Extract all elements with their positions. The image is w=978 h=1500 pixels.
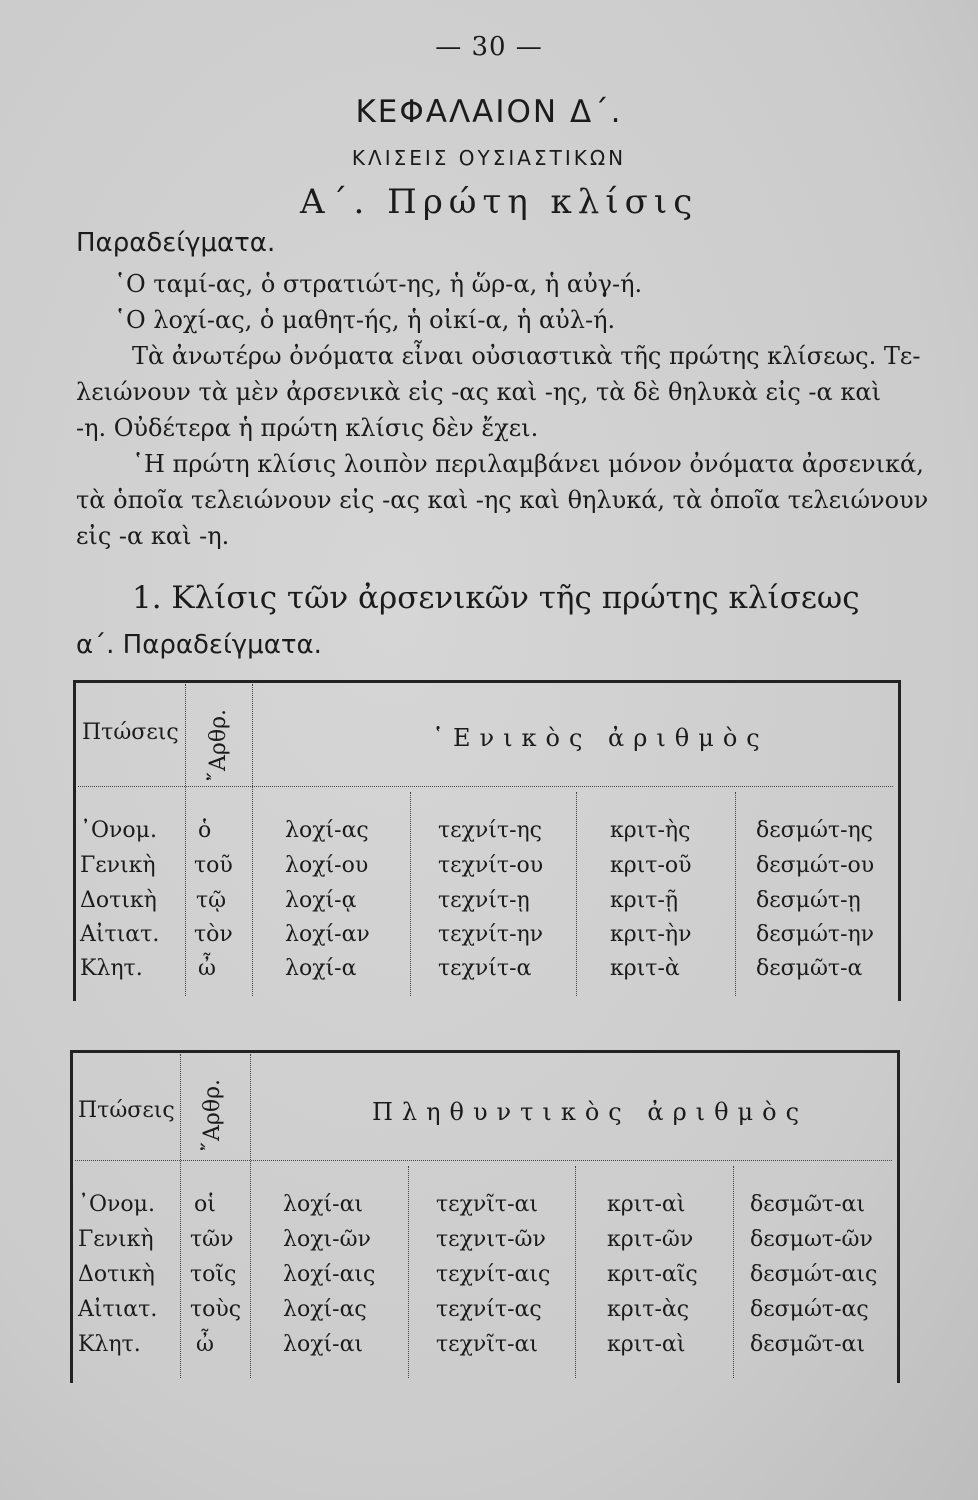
form-lochias: λοχί-ου — [285, 853, 369, 878]
article: οἱ — [194, 1192, 216, 1217]
form-technites: τεχνιτ-ῶν — [436, 1227, 546, 1252]
form-krites: κριτ-ὰ — [610, 956, 680, 981]
form-desmotes: δεσμώτ-ου — [756, 853, 875, 878]
text-line: εἰς -α καὶ -η. — [76, 522, 230, 550]
subsection-title: 1. Κλίσις τῶν ἀρσενικῶν τῆς πρώτης κλίσεως — [132, 580, 860, 616]
form-technites: τεχνίτ-ῃ — [438, 888, 530, 913]
text-line: ῾Ο ταμί-ας, ὁ στρατιώτ-ης, ἡ ὥρ-α, ἡ αὐγ-ή. — [114, 270, 643, 298]
form-desmotes: δεσμῶτ-αι — [750, 1332, 865, 1357]
article: τῷ — [196, 888, 227, 913]
chapter-title: ΚΕΦΑΛΑΙΟΝ Δ΄. — [355, 94, 623, 130]
case-name: Γενικὴ — [78, 1227, 154, 1252]
form-desmotes: δεσμῶτ-α — [756, 956, 863, 981]
text-line: -η. Οὐδέτερα ἡ πρώτη κλίσις δὲν ἔχει. — [76, 414, 539, 442]
form-krites: κριτ-ὴν — [610, 922, 692, 947]
form-technites: τεχνίτ-ου — [438, 853, 544, 878]
article: τοῖς — [190, 1262, 237, 1287]
form-lochias: λοχί-ας — [285, 818, 369, 843]
section-title: Α΄. Πρώτη κλίσις — [300, 182, 699, 222]
table-heading: Πληθυντικὸς ἀριθμὸς — [372, 1098, 809, 1126]
examples-label: Παραδείγματα. — [76, 228, 276, 258]
text-line: ῾Ο λοχί-ας, ὁ μαθητ-ής, ἡ οἰκί-α, ἡ αὐλ-ή. — [114, 306, 616, 334]
form-desmotes: δεσμωτ-ῶν — [750, 1227, 873, 1252]
form-lochias: λοχί-ᾳ — [285, 888, 357, 913]
text-line: Τὰ ἀνωτέρω ὀνόματα εἶναι οὐσιαστικὰ τῆς πρώτης κλίσεως. Τε- — [132, 342, 921, 370]
case-name: Δοτικὴ — [80, 888, 157, 913]
form-krites: κριτ-ῶν — [607, 1227, 694, 1252]
form-lochias: λοχί-ας — [283, 1297, 367, 1322]
form-desmotes: δεσμῶτ-αι — [750, 1192, 865, 1217]
article: τὸν — [194, 922, 233, 947]
form-krites: κριτ-αὶ — [607, 1192, 686, 1217]
form-krites: κριτ-ῇ — [610, 888, 679, 913]
subsection-label: α΄. Παραδείγματα. — [76, 630, 322, 660]
article: τῶν — [190, 1227, 234, 1252]
form-desmotes: δεσμώτ-ας — [750, 1297, 869, 1322]
col-header-article: ῎Αρθρ. — [206, 709, 231, 782]
form-technites: τεχνίτ-ην — [438, 922, 544, 947]
form-technites: τεχνίτ-αις — [436, 1262, 551, 1287]
case-name: Αἰτιατ. — [78, 1297, 158, 1322]
col-header-cases: Πτώσεις — [82, 720, 179, 745]
text-line: τὰ ὁποῖα τελειώνουν εἰς -ας καὶ -ης καὶ θηλυκά, τὰ ὁποῖα τελειώνουν — [76, 486, 929, 514]
form-krites: κριτ-ὰς — [607, 1297, 690, 1322]
form-krites: κριτ-ὴς — [610, 818, 691, 843]
col-header-article: ῎Αρθρ. — [200, 1079, 225, 1152]
col-header-cases: Πτώσεις — [78, 1098, 175, 1123]
form-lochias: λοχί-α — [285, 956, 357, 981]
table-heading: ῾Ενικὸς ἀριθμὸς — [432, 724, 769, 752]
form-technites: τεχνίτ-α — [438, 956, 532, 981]
case-name: Κλητ. — [78, 1332, 141, 1357]
article: τοὺς — [190, 1297, 242, 1322]
case-name: Κλητ. — [80, 956, 143, 981]
form-krites: κριτ-αῖς — [607, 1262, 698, 1287]
text-line: λειώνουν τὰ μὲν ἀρσενικὰ εἰς -ας καὶ -ης, τὰ δὲ θηλυκὰ εἰς -α καὶ — [76, 378, 881, 406]
form-lochias: λοχί-αι — [283, 1192, 364, 1217]
article: ὦ — [196, 1332, 214, 1357]
text-line: ῾Η πρώτη κλίσις λοιπὸν περιλαμβάνει μόνον ὀνόματα ἀρσενικά, — [132, 450, 924, 478]
form-technites: τεχνίτ-ης — [438, 818, 543, 843]
form-krites: κριτ-οῦ — [610, 853, 692, 878]
article: ὁ — [198, 818, 212, 843]
article: τοῦ — [194, 853, 233, 878]
form-desmotes: δεσμώτ-ην — [756, 922, 875, 947]
form-krites: κριτ-αὶ — [607, 1332, 686, 1357]
case-name: Αἰτιατ. — [80, 922, 160, 947]
form-lochias: λοχί-αν — [285, 922, 370, 947]
form-lochias: λοχι-ῶν — [283, 1227, 371, 1252]
form-desmotes: δεσμώτ-ῃ — [756, 888, 861, 913]
form-technites: τεχνῖτ-αι — [436, 1192, 538, 1217]
case-name: ᾿Ονομ. — [78, 1192, 155, 1217]
form-desmotes: δεσμώτ-ης — [756, 818, 874, 843]
case-name: ᾿Ονομ. — [80, 818, 157, 843]
chapter-subtitle: ΚΛΙΣΕΙΣ ΟΥΣΙΑΣΤΙΚΩΝ — [351, 146, 627, 170]
form-technites: τεχνῖτ-αι — [436, 1332, 538, 1357]
article: ὦ — [198, 956, 216, 981]
form-desmotes: δεσμώτ-αις — [750, 1262, 878, 1287]
case-name: Γενικὴ — [80, 853, 156, 878]
case-name: Δοτικὴ — [78, 1262, 155, 1287]
page-number: — 30 — — [435, 32, 543, 62]
form-technites: τεχνίτ-ας — [436, 1297, 542, 1322]
form-lochias: λοχί-αις — [283, 1262, 376, 1287]
form-lochias: λοχί-αι — [283, 1332, 364, 1357]
